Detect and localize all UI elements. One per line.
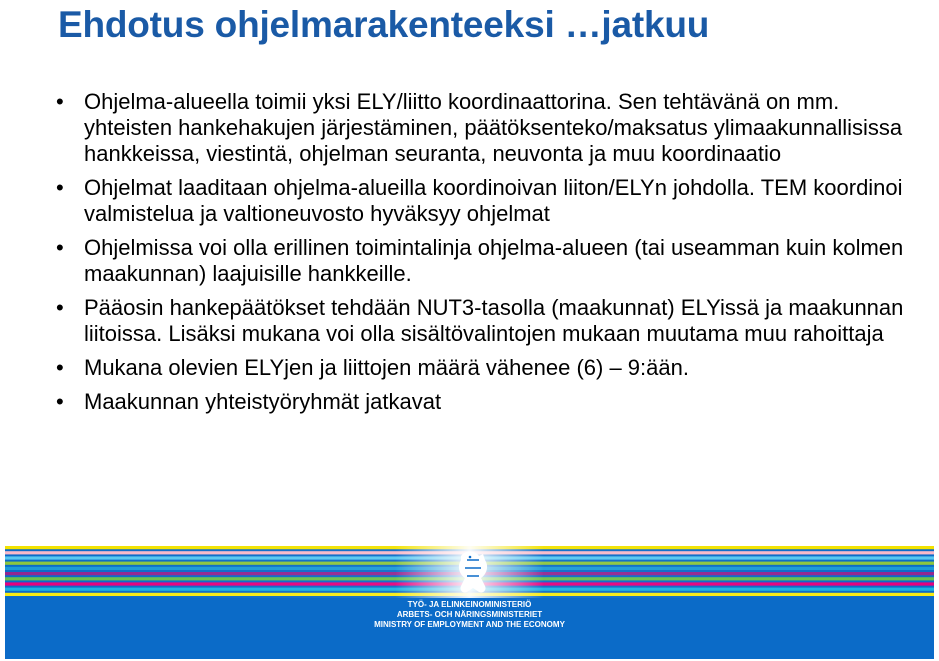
- bullet-list: [54, 89, 904, 423]
- ministry-name-fi: TYÖ- JA ELINKEINOMINISTERIÖ: [407, 600, 532, 609]
- bullet-item: [54, 175, 904, 227]
- bullet-icon: •: [56, 235, 64, 260]
- bullet-icon: •: [56, 89, 64, 114]
- bullet-item: [54, 89, 904, 167]
- bullet-item: [54, 355, 904, 381]
- bullet-text: Maakunnan yhteistyöryhmät jatkavat: [84, 389, 442, 414]
- bullet-text: Pääosin hankepäätökset tehdään NUT3-tasolla (maakunnat) ELYissä ja maakunnan liitoissa. Lisäksi mukana voi olla sisältövalintojen mukaan muutama muu rahoittaja: [84, 295, 904, 346]
- bullet-icon: •: [56, 295, 64, 320]
- bullet-text: Ohjelmat laaditaan ohjelma-alueilla koordinoivan liiton/ELYn johdolla. TEM koordinoi valmistelua ja valtioneuvosto hyväksyy ohjelmat: [84, 175, 903, 226]
- bullet-text: Ohjelma-alueella toimii yksi ELY/liitto koordinaattorina. Sen tehtävänä on mm. yhteisten hankehakujen järjestäminen, päätöksenteko/maksatus ylimaakunnallisissa hankkeissa, viestintä, ohjelman seuranta, neuvonta ja muu koordinaatio: [84, 89, 903, 166]
- bullet-icon: •: [56, 175, 64, 200]
- ministry-name-sv: ARBETS- OCH NÄRINGSMINISTERIET: [396, 610, 543, 619]
- bullet-item: [54, 235, 904, 287]
- ministry-footer: [5, 546, 934, 659]
- bullet-icon: •: [56, 389, 64, 414]
- bullet-item: [54, 389, 904, 415]
- slide-title: Ehdotus ohjelmarakenteeksi …jatkuu: [58, 4, 710, 45]
- bullet-text: Ohjelmissa voi olla erillinen toimintalinja ohjelma-alueen (tai useamman kuin kolmen maakunnan) laajuisille hankkeille.: [84, 235, 904, 286]
- ministry-name: [5, 600, 934, 630]
- ministry-name-en: MINISTRY OF EMPLOYMENT AND THE ECONOMY: [374, 620, 565, 629]
- bullet-item: [54, 295, 904, 347]
- finnish-lion-icon: [453, 548, 493, 596]
- bullet-icon: •: [56, 355, 64, 380]
- bullet-text: Mukana olevien ELYjen ja liittojen määrä vähenee (6) – 9:ään.: [84, 355, 689, 380]
